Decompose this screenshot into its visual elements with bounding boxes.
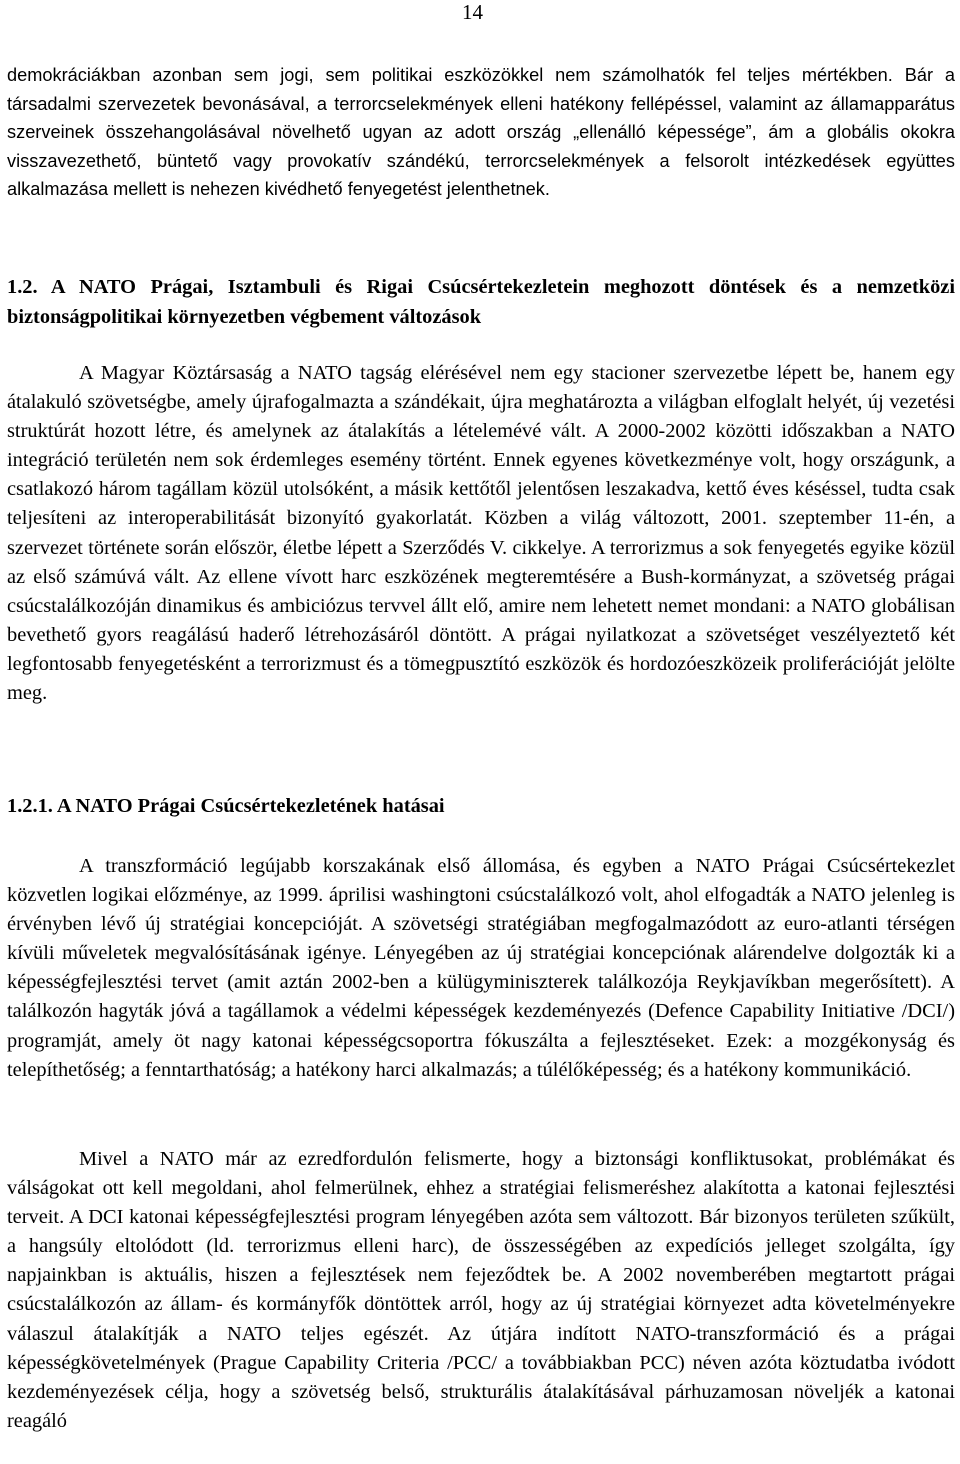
paragraph-intro: demokráciákban azonban sem jogi, sem politikai eszközökkel nem számolhatók fel teljes mértékben. Bár a társadalmi szervezetek bevonásával, a terrorcselekmények elleni hatékony fellépéssel, valamint az államapparátus szerveinek összehangolásával növelhető ugyan az adott ország „ellenálló képessége”, ám a globális okokra visszavezethető, büntető vagy provokatív szándékú, terrorcselekmények a felsorolt intézkedések együttes alkalmazása mellett is nehezen kivédhető fenyegetést jelenthetnek. bbox=[7, 65, 955, 199]
section-heading-1-2-1: 1.2.1. A NATO Prágai Csúcsértekezletének hatásai bbox=[7, 795, 445, 817]
paragraph-dci-program: Mivel a NATO már az ezredfordulón felismerte, hogy a biztonsági konfliktusokat, problémákat és válságokat ott kell megoldani, ahol felmerülnek, ehhez a stratégiai felismeréshez alakította a katonai fejlesztési terveit. A DCI katonai képességfejlesztési program lényegében azóta sem változott. Bár bizonyos területen szűkült, a hangsúly eltolódott (ld. terrorizmus elleni harc), de összességében az expedíciós jelleget szolgálta, így napjainkban is aktuális, hiszen a fejlesztések nem fejeződtek be. A 2002 novemberében megtartott prágai csúcstalálkozón az állam- és kormányfők döntöttek arról, hogy az új stratégiai környezet adta követelményekre válaszul átalakítják a NATO teljes egészét. Az útjára indított NATO-transzformáció és a prágai képességkövetelmények (Prague Capability Criteria /PCC/ a továbbiakban PCC) néven azóta köztudatba ivódott kezdeményezések célja, hogy a szövetség belső, strukturális átalakításával párhuzamosan növeljék a katonai reagáló bbox=[7, 1148, 955, 1432]
section-heading-1-2: 1.2. A NATO Prágai, Isztambuli és Rigai Csúcsértekezletein meghozott döntések és a nemzetközi biztonságpolitikai környezetben végbement változások bbox=[7, 276, 955, 328]
paragraph-hungary-nato: A Magyar Köztársaság a NATO tagság elérésével nem egy stacioner szervezetbe lépett be, hanem egy átalakuló szövetségbe, amely újrafogalmazta a szándékait, újra meghatározta a világban elfoglalt helyét, új vezetési struktúrát hozott létre, és amelynek az átalakítás a lételemévé vált. A 2000-2002 közötti időszakban a NATO integráció területén nem sok érdemleges esemény történt. Ennek egyenes következménye volt, hogy országunk, a csatlakozó három tagállam közül utolsóként, a másik kettőtől jelentősen leszakadva, kettő éves késéssel, tudta csak teljesíteni az interoperabilitását bizonyító gyakorlatát. Közben a világ változott, 2001. szeptember 11-én, a szervezet története során először, életbe lépett a Szerződés V. cikkelye. A terrorizmus a sok fenyegetés egyike közül az első számúvá vált. Az ellene vívott harc eszközének megteremtésére a Bush-kormányzat, a szövetség prágai csúcstalálkozóján dinamikus és ambiciózus tervvel állt elő, amire nem lehetett nemet mondani: a NATO globálisan bevethető gyors reagálású haderő létrehozásáról döntött. A prágai nyilatkozat a szövetséget veszélyeztető két legfontosabb fenyegetésként a terrorizmust és a tömegpusztító eszközök és hordozóeszközeik proliferációját jelölte meg. bbox=[7, 362, 955, 705]
page-number: 14 bbox=[462, 0, 483, 24]
paragraph-transformation: A transzformáció legújabb korszakának első állomása, és egyben a NATO Prágai Csúcsértekezlet közvetlen logikai előzménye, az 1999. áprilisi washingtoni csúcstalálkozó volt, ahol elfogadták a NATO jelenleg is érvényben lévő új stratégiai koncepcióját. A szövetségi stratégiában megfogalmazódott az euro-atlanti térségen kívüli műveletek megvalósításának igénye. Lényegében az új stratégiai koncepciónak alárendelve dolgozták ki a képességfejlesztési tervet (amit aztán 2002-ben a külügyminiszterek találkozója Reykjavíkban megerősített). A találkozón hagyták jóvá a tagállamok a védelmi képességek kezdeményezés (Defence Capability Initiative /DCI/) programját, amely öt nagy katonai képességcsoportra fókuszálta a fejlesztéseket. Ezek: a mozgékonyság és telepíthetőség; a fenntarthatóság; a hatékony harci alkalmazás; a túlélőképesség; és a hatékony kommunikáció. bbox=[7, 855, 955, 1081]
